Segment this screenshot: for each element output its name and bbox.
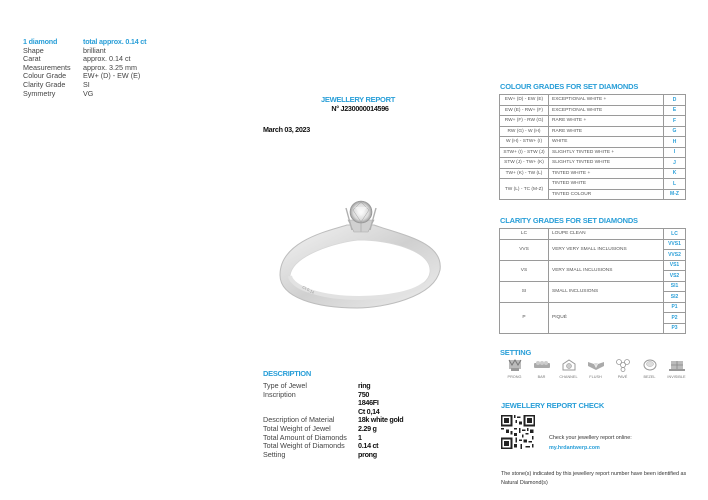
clarity-code: SI1 (664, 281, 686, 292)
clarity-grade: VS (500, 260, 549, 281)
colour-range: STW (J) - TW+ (K) (500, 158, 549, 169)
colour-row (500, 179, 686, 190)
colour-desc: TINTED WHITE (549, 179, 664, 190)
colour-code: M-Z (664, 189, 686, 200)
label: Measurements (23, 62, 71, 72)
svg-text:Ct 0,14: Ct 0,14 (301, 284, 316, 295)
clarity-grades-table (499, 228, 686, 334)
colour-range: STW+ (I) - STW (J) (500, 147, 549, 158)
prong-setting-icon (506, 358, 524, 372)
label: Inscription (263, 389, 296, 399)
clarity-code: LC (664, 229, 686, 240)
colour-range: TW+ (K) - TW (L) (500, 168, 549, 179)
inscription-line: 750 (358, 389, 370, 399)
report-date: March 03, 2023 (263, 125, 310, 134)
ring-illustration (262, 180, 462, 330)
stone-details (23, 38, 146, 98)
inscription-line: Ct 0,14 (358, 406, 380, 416)
value: VG (83, 88, 94, 98)
clarity-code: P2 (664, 313, 686, 324)
label: Shape (23, 45, 44, 55)
setting-bar (530, 358, 553, 379)
colour-code: G (664, 126, 686, 137)
channel-setting-icon (560, 358, 578, 372)
value (358, 391, 379, 417)
value: 2.29 g (358, 423, 377, 433)
clarity-grade: VVS (500, 239, 549, 260)
colour-code: K (664, 168, 686, 179)
label: Total Weight of Diamonds (263, 441, 345, 451)
clarity-row-si (500, 281, 686, 292)
colour-desc: SLIGHTLY TINTED WHITE + (549, 147, 664, 158)
clarity-code: VS1 (664, 260, 686, 271)
clarity-code: SI2 (664, 292, 686, 303)
setting-label: BAR (537, 375, 546, 379)
colour-row (500, 137, 686, 148)
colour-desc: TINTED WHITE + (549, 168, 664, 179)
clarity-row-lc (500, 229, 686, 240)
colour-row (500, 158, 686, 169)
value: SI (83, 79, 90, 89)
colour-desc: SLIGHTLY TINTED WHITE (549, 158, 664, 169)
value: EW+ (D) - EW (E) (83, 71, 141, 81)
colour-desc: EXCEPTIONAL WHITE (549, 105, 664, 116)
setting-title: SETTING (500, 348, 532, 357)
setting-label: CHANNEL (559, 375, 578, 379)
colour-code: E (664, 105, 686, 116)
colour-row (500, 168, 686, 179)
stone-total-weight: total approx. 0.14 ct (83, 37, 147, 46)
colour-range: EW (E) - RW+ (F) (500, 105, 549, 116)
value: 1 (358, 432, 362, 442)
clarity-grade: SI (500, 281, 549, 302)
colour-range: RW (G) - W (H) (500, 126, 549, 137)
clarity-desc: SMALL INCLUSIONS (549, 281, 664, 302)
clarity-grade: P (500, 302, 549, 334)
clarity-code: P1 (664, 302, 686, 313)
label: Setting (263, 449, 286, 459)
clarity-code: VS2 (664, 271, 686, 282)
value: approx. 3.25 mm (83, 62, 137, 72)
report-check-text: Check your jewellery report online: (549, 435, 632, 441)
natural-diamond-footnote: The stone(s) indicated by this jewellery report number have been identified as Natural Diamond(s) (501, 471, 687, 486)
stone-row-symmetry (23, 90, 146, 99)
qr-code-icon (501, 415, 535, 449)
bar-setting-icon (533, 358, 551, 372)
clarity-code: VVS2 (664, 250, 686, 261)
colour-row (500, 95, 686, 106)
label: Type of Jewel (263, 381, 307, 390)
colour-desc: RARE WHITE + (549, 116, 664, 127)
label: Total Weight of Jewel (263, 423, 331, 433)
setting-bezel (638, 358, 661, 379)
value: brilliant (83, 45, 106, 55)
colour-desc: EXCEPTIONAL WHITE + (549, 95, 664, 106)
colour-range: EW+ (D) - EW (E) (500, 95, 549, 106)
clarity-row-p (500, 302, 686, 313)
setting-invisible (665, 358, 688, 379)
description-title: DESCRIPTION (263, 369, 311, 378)
label: Colour Grade (23, 71, 67, 81)
setting-label: PRONG (507, 375, 522, 379)
colour-desc: WHITE (549, 137, 664, 148)
colour-code: I (664, 147, 686, 158)
colour-code: L (664, 179, 686, 190)
clarity-code: P3 (664, 323, 686, 334)
label: Symmetry (23, 88, 56, 98)
invisible-setting-icon (668, 358, 686, 372)
pave-setting-icon (614, 358, 632, 372)
label: Total Amount of Diamonds (263, 432, 347, 442)
clarity-desc: VERY VERY SMALL INCLUSIONS (549, 239, 664, 260)
flush-setting-icon (587, 358, 605, 372)
colour-desc: TINTED COLOUR (549, 189, 664, 200)
setting-label: INVISIBLE (667, 375, 686, 379)
ring-image (262, 180, 462, 330)
label: Carat (23, 54, 41, 64)
setting-label: FLUSH (589, 375, 602, 379)
description-table (263, 382, 403, 459)
colour-grades-title: COLOUR GRADES FOR SET DIAMONDS (500, 82, 639, 91)
setting-icons (503, 358, 688, 379)
clarity-desc: PIQUÉ (549, 302, 664, 334)
colour-row (500, 126, 686, 137)
setting-channel (557, 358, 580, 379)
colour-range: W (H) - STW+ (I) (500, 137, 549, 148)
colour-desc: RARE WHITE (549, 126, 664, 137)
colour-row (500, 116, 686, 127)
setting-label: PAVÉ (617, 375, 628, 379)
setting-flush (584, 358, 607, 379)
colour-range: TW (L) - TC (M-Z) (500, 179, 549, 200)
value: prong (358, 449, 377, 459)
colour-grades-table (499, 94, 686, 200)
value: approx. 0.14 ct (83, 54, 131, 64)
stone-count: 1 diamond (23, 37, 58, 46)
report-check-link[interactable]: my.hrdantwerp.com (549, 445, 600, 451)
label: Clarity Grade (23, 79, 66, 89)
report-number: N° J230000014596 (331, 104, 389, 113)
report-check-title: JEWELLERY REPORT CHECK (501, 401, 605, 410)
inscription-line: 1846FI (358, 398, 379, 408)
setting-pave (611, 358, 634, 379)
label: Description of Material (263, 415, 335, 425)
colour-code: F (664, 116, 686, 127)
bezel-setting-icon (641, 358, 659, 372)
report-title: JEWELLERY REPORT (321, 95, 395, 104)
colour-code: J (664, 158, 686, 169)
colour-row (500, 147, 686, 158)
setting-label: BEZEL (643, 375, 656, 379)
colour-code: H (664, 137, 686, 148)
clarity-code: VVS1 (664, 239, 686, 250)
clarity-grades-title: CLARITY GRADES FOR SET DIAMONDS (500, 216, 638, 225)
colour-row (500, 105, 686, 116)
clarity-desc: VERY SMALL INCLUSIONS (549, 260, 664, 281)
colour-code: D (664, 95, 686, 106)
setting-prong (503, 358, 526, 379)
clarity-row-vs (500, 260, 686, 271)
qr-code[interactable] (501, 415, 535, 449)
clarity-grade: LC (500, 229, 549, 240)
value: 0.14 ct (358, 441, 379, 451)
clarity-desc: LOUPE CLEAN (549, 229, 664, 240)
value: 18k white gold (358, 415, 404, 425)
clarity-row-vvs (500, 239, 686, 250)
colour-range: RW+ (F) - RW (G) (500, 116, 549, 127)
value: ring (358, 381, 371, 390)
desc-row-setting (263, 451, 403, 460)
desc-row-inscription (263, 391, 403, 417)
